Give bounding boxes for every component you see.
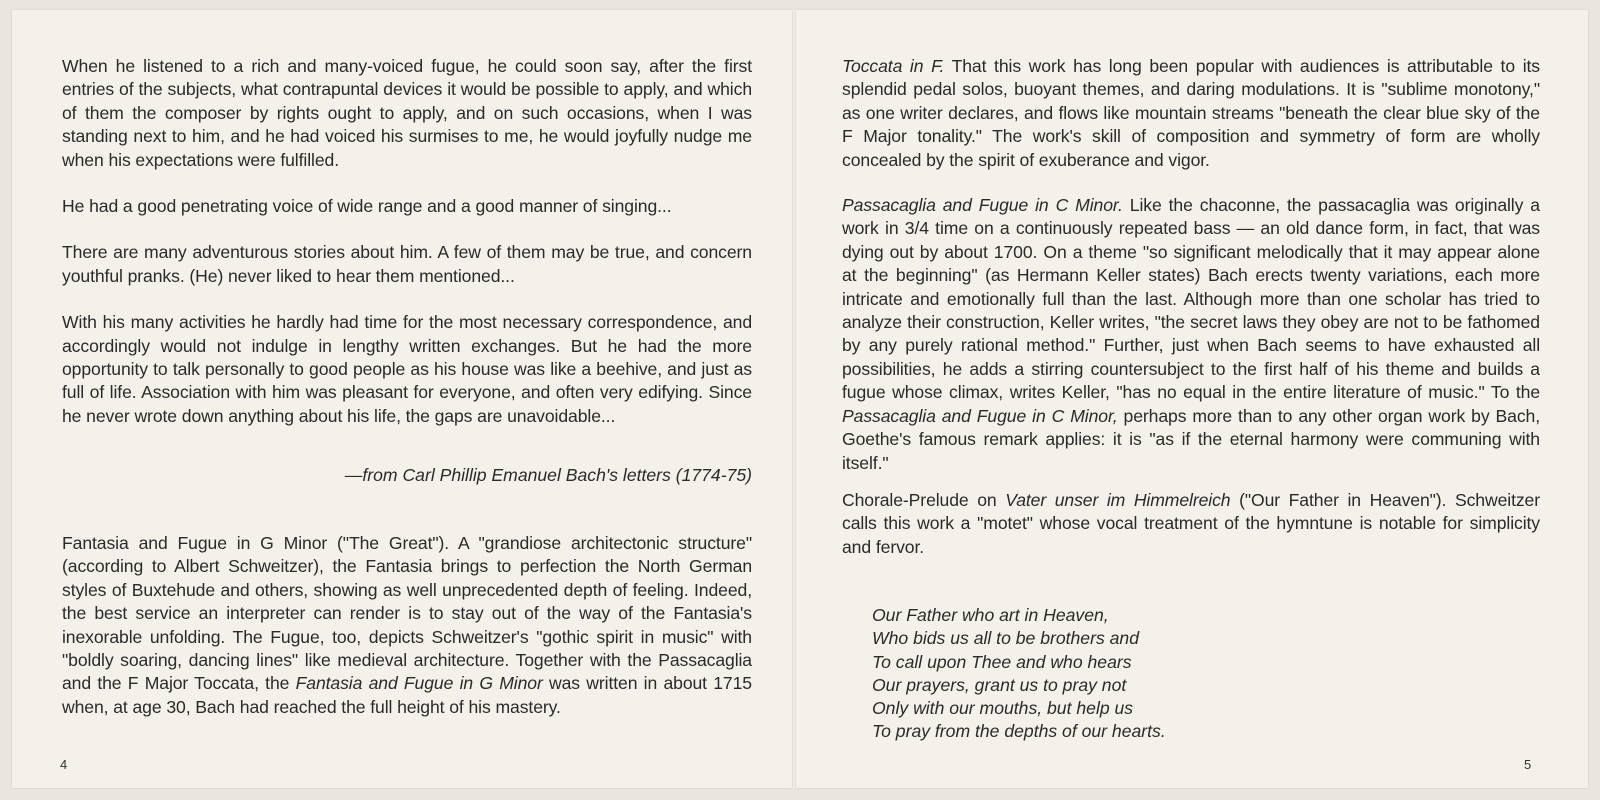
fantasia-paragraph bbox=[62, 532, 752, 719]
passacaglia-paragraph bbox=[842, 194, 1540, 475]
right-page bbox=[796, 10, 1588, 788]
hymn-poem bbox=[872, 604, 1372, 744]
right-page-text bbox=[842, 55, 1540, 559]
letters-paragraph-3: There are many adventurous stories about him. A few of them may be true, and concern youthful pranks. (He) never liked to hear them mentioned... bbox=[62, 242, 752, 286]
passacaglia-text-2: perhaps more than to any other organ work by Bach, Goethe's famous remark applies: it is "as if the eternal harmony were communing with itself." bbox=[842, 405, 1541, 473]
fantasia-text-part1: Fantasia and Fugue in G Minor ("The Great"). A "grandiose architectonic structure" (according to Albert Schweitzer), the Fantasia brings to perfection the North German styles of Buxtehude and others, showing as well unprecedented depth of feeling. Indeed, the best service an interpreter can render is to stay out of the way of the Fantasia's inexorable unfolding. The Fugue, too, depicts Schweitzer's "gothic spirit in music" with "boldly soaring, dancing lines" like medieval architecture. Together with the Passacaglia and the F Major Toccata, the bbox=[62, 533, 752, 694]
fantasia-title: Fantasia and Fugue in G Minor bbox=[295, 673, 543, 694]
poem-line: Our prayers, grant us to pray not bbox=[872, 674, 1127, 695]
poem-line: Our Father who art in Heaven, bbox=[872, 605, 1109, 625]
poem-line: To pray from the depths of our hearts. bbox=[872, 721, 1166, 742]
letters-paragraph-2: He had a good penetrating voice of wide range and a good manner of singing... bbox=[62, 196, 672, 217]
letters-attribution: —from Carl Phillip Emanuel Bach's letters (1774-75) bbox=[344, 465, 752, 485]
chorale-text-2: ("Our Father in Heaven"). Schweitzer calls this work a "motet" whose vocal treatment of the hymntune is notable for simplicity and fervor. bbox=[842, 489, 1540, 557]
toccata-text: That this work has long been popular with audiences is attributable to its splendid pedal solos, buoyant themes, and daring modulations. It is "sublime monotony," as one writer declares, and flows like mountain streams "beneath the clear blue sky of the F Major tonality." The work's skill of composition and symmetry of form are wholly concealed by the spirit of exuberance and vigor. bbox=[842, 56, 1540, 170]
passacaglia-title-2: Passacaglia and Fugue in C Minor, bbox=[842, 405, 1118, 426]
chorale-paragraph bbox=[842, 489, 1540, 559]
passacaglia-text-1: Like the chaconne, the passacaglia was originally a work in 3/4 time on a continuously repeated bass — an old dance form, in fact, that was dying out by about 1700. On a theme "so significant melodically that it may appear alone at the beginning" (as Hermann Keller states) Bach erects twenty variations, each more intricate and emotionally full than the last. Although more than one scholar has tried to analyze their construction, Keller writes, "the secret laws they obey are not to be fathomed by any purely rational method." Further, just when Bach seems to have exhausted all possibilities, he adds a stirring countersubject to the first half of his theme and builds a fugue whose climax, writes Keller, "has no equal in the entire literature of music." To the bbox=[842, 195, 1540, 403]
page-number-right: 5 bbox=[1524, 757, 1532, 772]
toccata-title: Toccata in F. bbox=[842, 56, 945, 76]
toccata-paragraph bbox=[842, 55, 1540, 172]
left-page bbox=[12, 10, 792, 788]
page-number-left: 4 bbox=[60, 757, 68, 772]
chorale-title: Vater unser im Himmelreich bbox=[1005, 489, 1231, 510]
fantasia-text-part2: was written in about 1715 when, at age 30, Bach had reached the full height of his mastery. bbox=[62, 673, 752, 717]
letters-paragraph-4: With his many activities he hardly had time for the most necessary correspondence, and accordingly would not indulge in lengthy written exchanges. But he had the more opportunity to talk personally to good people as his house was like a beehive, and just as full of life. Association with him was pleasant for everyone, and often very edifying. Since he never wrote down anything about his life, the gaps are unavoidable... bbox=[62, 312, 752, 426]
passacaglia-title: Passacaglia and Fugue in C Minor. bbox=[842, 195, 1123, 216]
poem-line: To call upon Thee and who hears bbox=[872, 651, 1132, 672]
poem-line: Who bids us all to be brothers and bbox=[872, 628, 1139, 649]
chorale-text-1: Chorale-Prelude on bbox=[842, 489, 1006, 510]
letters-paragraph-1: When he listened to a rich and many-voiced fugue, he could soon say, after the first entries of the subjects, what contrapuntal devices it would be possible to apply, and which of them the composer by rights ought to apply, and on such occasions, when I was standing next to him, and he had voiced his surmises to me, he would joyfully nudge me when his expectations were fulfilled. bbox=[62, 56, 752, 170]
poem-line: Only with our mouths, but help us bbox=[872, 698, 1134, 719]
fantasia-text bbox=[62, 532, 752, 719]
letters-excerpt bbox=[62, 55, 752, 428]
